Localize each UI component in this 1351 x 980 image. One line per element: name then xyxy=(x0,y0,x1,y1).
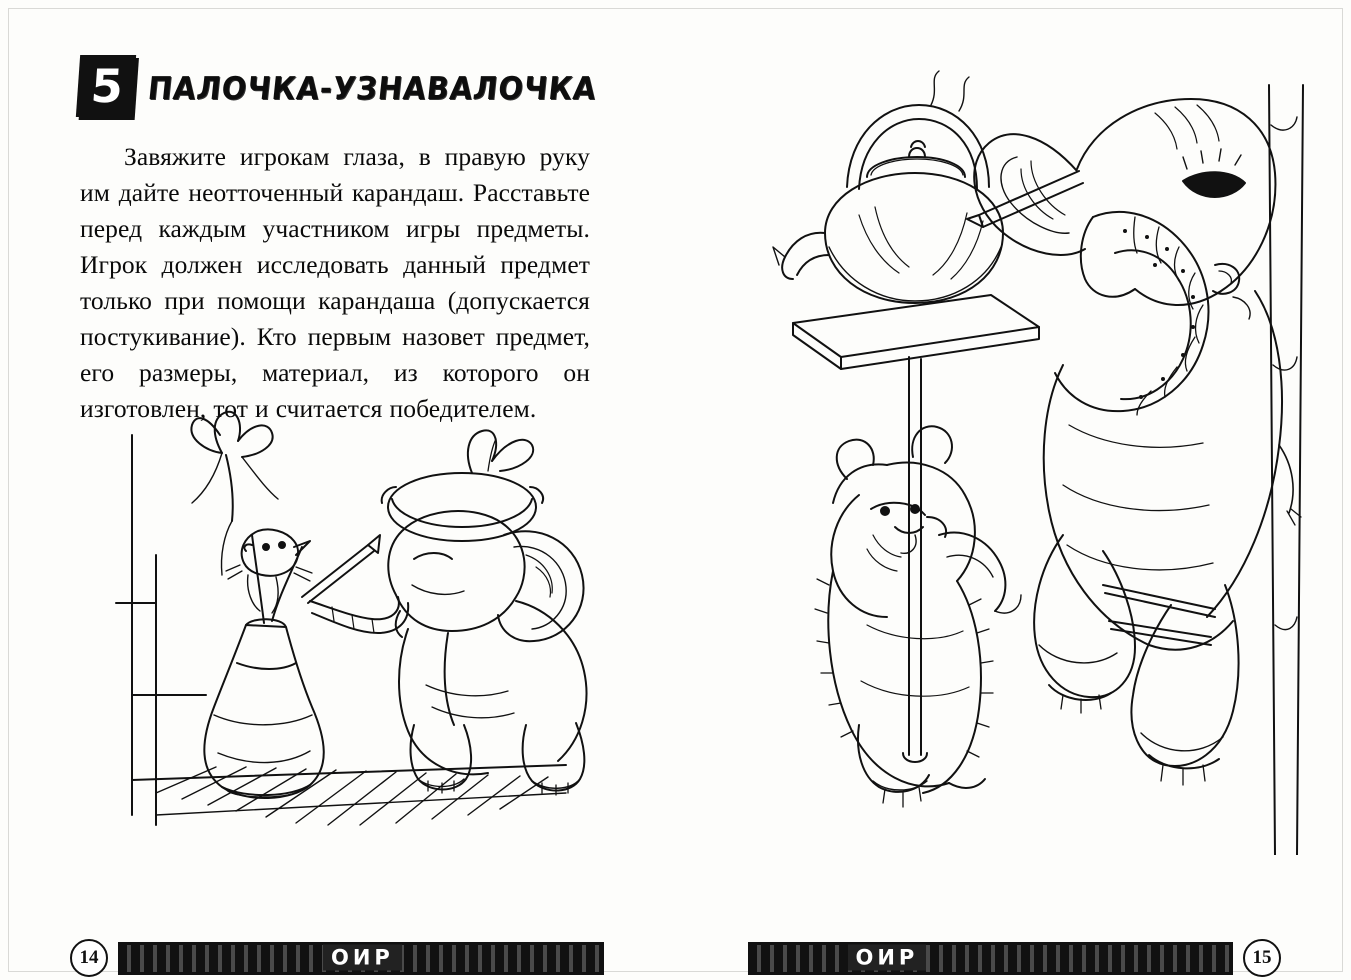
footer-rule-right xyxy=(748,942,1234,975)
page-number-left: 14 xyxy=(70,939,108,977)
footer-rule-label-right: ОИР xyxy=(848,944,927,970)
footer-rule-left xyxy=(118,942,604,975)
left-page-footer xyxy=(0,936,676,980)
right-page-content xyxy=(738,55,1338,870)
page-number-right: 15 xyxy=(1243,939,1281,977)
chapter-heading xyxy=(78,55,597,117)
illustration-left xyxy=(96,395,591,835)
footer-rule-label-left: ОИР xyxy=(323,944,402,970)
illustration-right xyxy=(763,65,1323,855)
right-page-footer xyxy=(676,936,1351,980)
page-title: ПАЛОЧКА-УЗНАВАЛОЧКА xyxy=(146,69,599,107)
body-paragraph: Завяжите игрокам глаза, в правую руку им дайте неотточенный карандаш. Расставьте перед каждым участником игры предметы. Игрок должен исследовать данный предмет только при помощи карандаша (допускается постукивание). Кто первым назовет предмет, его размеры, материал, из которого он изготовлен, тот и считается победителем. xyxy=(80,142,590,423)
left-page-content xyxy=(78,55,599,870)
right-page xyxy=(676,0,1351,980)
chapter-number-badge: 5 xyxy=(76,55,136,117)
